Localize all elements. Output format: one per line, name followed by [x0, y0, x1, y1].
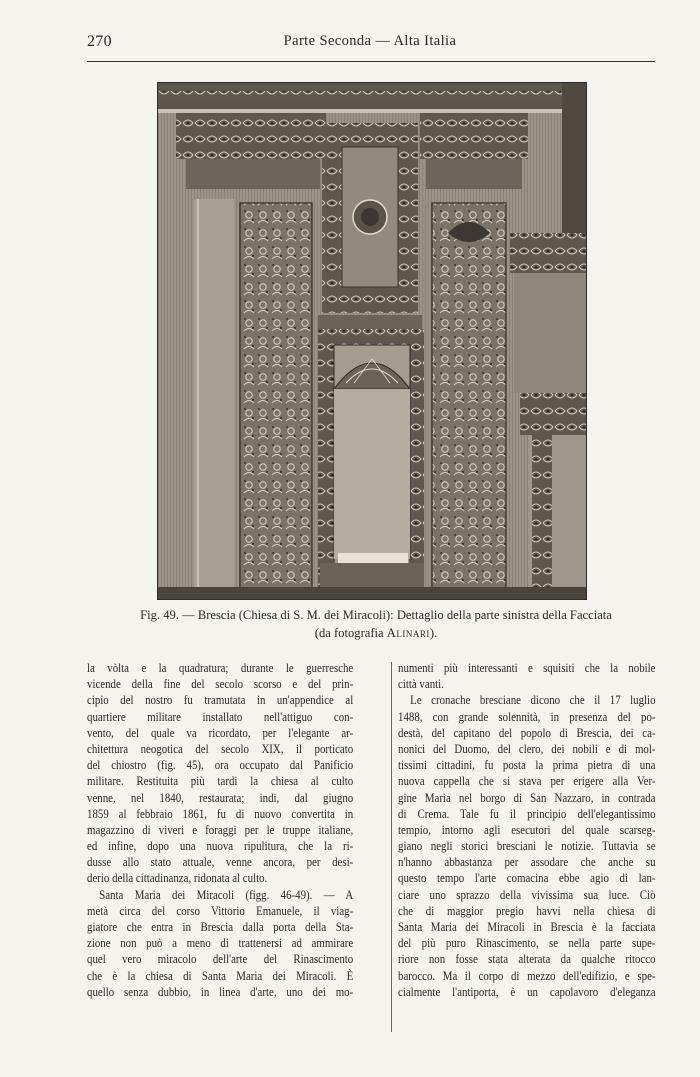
text-line: giatore che entra in Brescia dalla porta della Sta- [87, 920, 354, 934]
page-number: 270 [87, 33, 112, 50]
text-line: questo tempo l'arte comacina ebbe agio di lan- [398, 871, 656, 886]
text-line: n'hanno abbastanza per assodare che anche su [398, 855, 656, 870]
caption-prefix: (da fotografia [314, 626, 387, 640]
text-line: metà circa del corso Vittorio Emanuele, il viag- [87, 903, 354, 918]
figure-caption [96, 606, 656, 642]
text-line: 1488, con grande solennità, in presenza del po- [398, 709, 656, 724]
body-right-column [398, 660, 656, 1000]
text-line: cialmente l'antiporta, è un capolavoro d'eleganza [398, 984, 656, 999]
text-line: la vòlta e la quadratura; durante le guerresche [87, 661, 354, 675]
text-line: vento, del quale va ricordato, per l'elegante ar- [87, 725, 354, 740]
text-line: ed infine, dopo una nuova ripulitura, che la ri- [87, 839, 354, 854]
text-line: nuova cappella che si stava per erigere alla Ver- [398, 774, 656, 789]
text-line: giano negli storici bresciani le notizie. Tuttavia se [398, 839, 656, 854]
caption-photographer: Alinari [386, 626, 430, 640]
facade-engraving-icon [158, 83, 587, 600]
text-line: dusse allo stato attuale, venne ancora, per desi- [87, 855, 354, 870]
text-line: di Crema. Tale fu il principio dell'elegantissimo [398, 806, 656, 821]
text-line: derio della cittadinanza, ridonata al culto. [87, 871, 268, 886]
text-line: tempio, intorno agli esecutori del quale scarseg- [398, 822, 656, 837]
text-line: del chiostro (fig. 45), ora occupato dal Panificio [87, 758, 354, 773]
caption-line-2 [96, 624, 656, 642]
running-title: Parte Seconda — Alta Italia [283, 33, 457, 49]
text-line: barocco. Ma il corpo di mezzo dell'edifizio, e spe- [398, 968, 656, 983]
text-line: gine Maria nel borgo di San Nazzaro, in contrada [398, 790, 656, 805]
text-line: riore non fosse stata alterata da qualche ritocco [398, 952, 656, 967]
text-line: città vanti. [398, 677, 444, 692]
text-line: che è la chiesa di Santa Maria dei Miracoli. È [87, 968, 354, 983]
text-line: magazzino di viveri e foraggi per le truppe italiane, [87, 822, 354, 837]
header-rule [87, 61, 655, 62]
text-line: del più puro Rinascimento, se nella parte supe- [398, 936, 656, 951]
text-line: destà, del capitano del popolo di Brescia, dei ca- [398, 725, 656, 740]
column-divider [391, 662, 392, 1032]
text-line: Santa Maria dei Miracoli (figg. 46-49). — A [99, 887, 354, 902]
text-line: cipio del nostro fu tramutata in un'appendice al [87, 693, 354, 708]
figure-engraving [157, 82, 587, 600]
body-left-column [87, 660, 353, 1000]
text-line: che di maggior pregio havvi nella chiesa di [398, 903, 656, 918]
text-line: numenti più interessanti e squisiti che la nobile [398, 661, 656, 675]
text-line: quel vero miracolo dell'arte del Rinascimento [87, 952, 354, 967]
text-line: chitettura neogotica del secolo XIX, il porticato [87, 741, 354, 756]
text-line: tissimi cittadini, fu posta la prima pietra di una [398, 758, 656, 773]
text-line: nonici del Duomo, del clero, dei nobili e di mol- [398, 741, 656, 756]
text-line: Le cronache bresciane dicono che il 17 luglio [410, 693, 656, 708]
text-line: ciare uno sprazzo della vivissima sua luce. Ciò [398, 887, 656, 902]
text-line: militare. Restituita più tardi la chiesa al culto [87, 774, 354, 789]
text-line: venne, nel 1840, restaurata; indi, dal giugno [87, 790, 354, 805]
text-line: quartiere militare installato nell'attiguo con- [87, 709, 354, 724]
text-line: Santa Maria dei Miracoli in Brescia è la facciata [398, 920, 656, 934]
text-line: vicende della fine del secolo scorso e del prin- [87, 677, 354, 692]
caption-suffix: ). [429, 626, 438, 640]
text-line: zione non può a meno di trattenersi ad ammirare [87, 936, 354, 951]
caption-line-1: Fig. 49. — Brescia (Chiesa di S. M. dei Miracoli): Dettaglio della parte sinistra della Facciata [140, 608, 612, 622]
text-line: quello senza dubbio, in linea d'arte, uno dei mo- [87, 984, 354, 999]
text-line: 1859 al febbraio 1861, fu di nuovo convertita in [87, 806, 354, 821]
